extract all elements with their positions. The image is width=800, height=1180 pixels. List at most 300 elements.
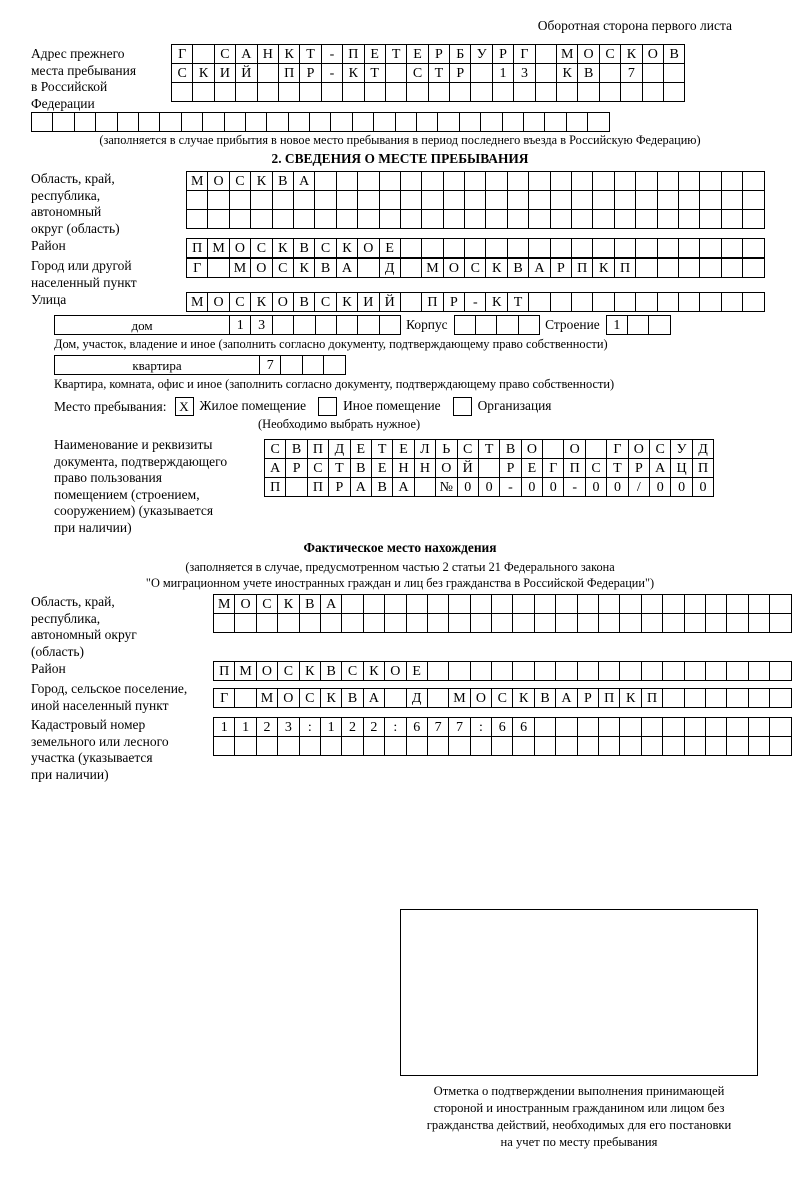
char-cell[interactable]: С [307,458,329,478]
char-cell[interactable] [705,594,727,614]
char-cell[interactable]: Р [492,44,514,64]
char-cell[interactable] [280,355,302,375]
char-cell[interactable] [364,82,386,102]
char-cell[interactable] [642,63,664,83]
char-cell[interactable]: М [448,688,470,708]
char-cell[interactable]: О [563,439,585,459]
char-cell[interactable] [214,82,236,102]
char-cell[interactable] [427,661,449,681]
char-cell[interactable]: - [499,477,521,497]
char-cell[interactable] [748,717,770,737]
char-cell[interactable] [507,209,529,229]
char-cell[interactable]: 3 [277,717,299,737]
char-cell[interactable] [485,209,507,229]
char-cell[interactable]: 1 [320,717,342,737]
char-cell[interactable] [464,190,486,210]
char-cell[interactable] [657,292,679,312]
char-cell[interactable] [491,736,513,756]
char-cell[interactable]: 0 [457,477,479,497]
char-cell[interactable]: Т [507,292,529,312]
char-cell[interactable] [257,63,279,83]
char-cell[interactable]: И [214,63,236,83]
char-cell[interactable] [657,238,679,258]
char-cell[interactable] [336,315,358,335]
char-cell[interactable] [642,82,664,102]
char-cell[interactable]: Р [449,63,471,83]
char-cell[interactable] [357,209,379,229]
char-cell[interactable] [285,477,307,497]
char-cell[interactable]: О [443,258,465,278]
char-cell[interactable] [400,171,422,191]
char-cell[interactable] [330,112,352,132]
char-cell[interactable]: В [293,292,315,312]
char-cell[interactable]: Р [499,458,521,478]
char-cell[interactable]: И [357,292,379,312]
char-cell[interactable] [699,292,721,312]
char-cell[interactable]: С [264,439,286,459]
char-cell[interactable] [614,171,636,191]
char-cell[interactable]: С [599,44,621,64]
char-cell[interactable] [620,82,642,102]
char-cell[interactable] [385,63,407,83]
char-cell[interactable] [336,171,358,191]
char-cell[interactable]: Г [542,458,564,478]
char-cell[interactable]: : [470,717,492,737]
char-cell[interactable] [186,190,208,210]
char-cell[interactable] [571,209,593,229]
char-cell[interactable] [470,594,492,614]
char-cell[interactable] [663,82,685,102]
char-cell[interactable] [363,594,385,614]
char-cell[interactable]: К [485,258,507,278]
char-cell[interactable]: Е [379,238,401,258]
char-cell[interactable] [224,112,246,132]
char-cell[interactable] [726,688,748,708]
char-cell[interactable]: 7 [448,717,470,737]
char-cell[interactable]: К [620,44,642,64]
char-cell[interactable] [207,190,229,210]
char-cell[interactable]: С [491,688,513,708]
char-cell[interactable] [492,82,514,102]
char-cell[interactable] [662,613,684,633]
char-cell[interactable] [95,112,117,132]
char-cell[interactable]: С [406,63,428,83]
char-cell[interactable] [699,171,721,191]
char-cell[interactable] [379,315,401,335]
char-cell[interactable] [341,594,363,614]
char-cell[interactable] [502,112,524,132]
char-cell[interactable] [678,238,700,258]
char-cell[interactable] [678,258,700,278]
char-cell[interactable] [523,112,545,132]
char-cell[interactable] [192,44,214,64]
char-cell[interactable] [342,82,364,102]
char-cell[interactable]: А [363,688,385,708]
char-cell[interactable] [315,315,337,335]
char-cell[interactable]: С [314,238,336,258]
char-cell[interactable] [357,258,379,278]
char-cell[interactable] [534,736,556,756]
char-cell[interactable] [619,594,641,614]
char-cell[interactable]: В [577,63,599,83]
char-cell[interactable] [726,661,748,681]
char-cell[interactable] [454,315,476,335]
char-cell[interactable] [427,688,449,708]
char-cell[interactable] [550,238,572,258]
char-cell[interactable]: В [371,477,393,497]
char-cell[interactable] [256,613,278,633]
char-cell[interactable] [464,171,486,191]
char-cell[interactable]: С [171,63,193,83]
char-cell[interactable] [234,613,256,633]
char-cell[interactable] [321,82,343,102]
char-cell[interactable] [507,238,529,258]
char-cell[interactable] [726,613,748,633]
char-cell[interactable] [550,190,572,210]
char-cell[interactable] [769,613,791,633]
char-cell[interactable]: В [285,439,307,459]
char-cell[interactable] [336,190,358,210]
char-cell[interactable] [705,661,727,681]
char-cell[interactable] [323,355,345,375]
char-cell[interactable] [437,112,459,132]
char-cell[interactable] [357,171,379,191]
char-cell[interactable]: К [272,238,294,258]
char-cell[interactable] [373,112,395,132]
char-cell[interactable]: Н [257,44,279,64]
char-cell[interactable] [478,458,500,478]
char-cell[interactable]: С [341,661,363,681]
char-cell[interactable]: К [592,258,614,278]
char-cell[interactable] [657,171,679,191]
char-cell[interactable] [550,292,572,312]
char-cell[interactable] [448,736,470,756]
char-cell[interactable] [320,736,342,756]
char-cell[interactable] [293,190,315,210]
char-cell[interactable]: 2 [363,717,385,737]
char-cell[interactable]: 0 [542,477,564,497]
char-cell[interactable] [428,82,450,102]
char-cell[interactable] [721,258,743,278]
char-cell[interactable] [641,736,663,756]
char-cell[interactable]: О [521,439,543,459]
char-cell[interactable] [470,63,492,83]
char-cell[interactable] [485,190,507,210]
char-cell[interactable] [721,171,743,191]
char-cell[interactable] [400,258,422,278]
char-cell[interactable] [234,688,256,708]
char-cell[interactable] [416,112,438,132]
char-cell[interactable]: П [571,258,593,278]
char-cell[interactable] [277,613,299,633]
char-cell[interactable]: М [234,661,256,681]
char-cell[interactable] [619,736,641,756]
char-cell[interactable]: А [293,171,315,191]
char-cell[interactable] [587,112,609,132]
char-cell[interactable]: К [512,688,534,708]
char-cell[interactable]: Т [328,458,350,478]
char-cell[interactable] [400,292,422,312]
char-cell[interactable]: Р [328,477,350,497]
char-cell[interactable]: К [342,63,364,83]
char-cell[interactable] [699,238,721,258]
char-cell[interactable]: Р [628,458,650,478]
char-cell[interactable]: С [314,292,336,312]
char-cell[interactable] [705,688,727,708]
char-cell[interactable]: М [421,258,443,278]
char-cell[interactable]: Г [213,688,235,708]
char-cell[interactable] [181,112,203,132]
char-cell[interactable] [272,209,294,229]
char-cell[interactable]: К [293,258,315,278]
char-cell[interactable]: Т [364,63,386,83]
char-cell[interactable] [512,613,534,633]
char-cell[interactable]: Г [513,44,535,64]
char-cell[interactable] [400,238,422,258]
char-cell[interactable] [336,209,358,229]
char-cell[interactable]: 1 [234,717,256,737]
char-cell[interactable] [234,736,256,756]
char-cell[interactable] [662,594,684,614]
char-cell[interactable]: Й [457,458,479,478]
char-cell[interactable] [684,717,706,737]
char-cell[interactable]: Н [414,458,436,478]
char-cell[interactable] [352,112,374,132]
char-cell[interactable]: С [214,44,236,64]
char-cell[interactable] [421,209,443,229]
char-cell[interactable] [117,112,139,132]
char-cell[interactable] [31,112,53,132]
char-cell[interactable] [485,238,507,258]
char-cell[interactable] [555,661,577,681]
char-cell[interactable] [742,209,764,229]
char-cell[interactable]: Ц [670,458,692,478]
char-cell[interactable] [641,613,663,633]
char-cell[interactable] [272,315,294,335]
char-cell[interactable] [534,661,556,681]
char-cell[interactable]: В [272,171,294,191]
char-cell[interactable]: К [250,292,272,312]
char-cell[interactable] [742,292,764,312]
char-cell[interactable]: Б [449,44,471,64]
char-cell[interactable]: П [342,44,364,64]
char-cell[interactable]: С [649,439,671,459]
char-cell[interactable]: О [277,688,299,708]
char-cell[interactable]: 0 [521,477,543,497]
char-cell[interactable] [314,209,336,229]
char-cell[interactable] [256,736,278,756]
char-cell[interactable] [699,209,721,229]
char-cell[interactable] [528,171,550,191]
char-cell[interactable] [288,112,310,132]
char-cell[interactable]: Р [428,44,450,64]
char-cell[interactable] [448,661,470,681]
char-cell[interactable] [293,209,315,229]
char-cell[interactable]: П [307,477,329,497]
char-cell[interactable]: П [598,688,620,708]
char-cell[interactable] [769,736,791,756]
char-cell[interactable] [470,736,492,756]
char-cell[interactable] [635,258,657,278]
char-cell[interactable] [395,112,417,132]
char-cell[interactable] [449,82,471,102]
char-cell[interactable]: С [250,238,272,258]
char-cell[interactable] [742,238,764,258]
char-cell[interactable] [648,315,670,335]
char-cell[interactable]: В [341,688,363,708]
char-cell[interactable] [302,355,324,375]
char-cell[interactable] [480,112,502,132]
char-cell[interactable] [534,717,556,737]
char-cell[interactable] [400,190,422,210]
char-cell[interactable] [138,112,160,132]
char-cell[interactable] [592,171,614,191]
char-cell[interactable]: Р [443,292,465,312]
char-cell[interactable] [598,717,620,737]
char-cell[interactable] [379,171,401,191]
char-cell[interactable]: 2 [341,717,363,737]
char-cell[interactable] [657,209,679,229]
char-cell[interactable]: 1 [606,315,628,335]
char-cell[interactable]: О [207,292,229,312]
char-cell[interactable]: Л [414,439,436,459]
char-cell[interactable]: Р [550,258,572,278]
char-cell[interactable] [299,736,321,756]
char-cell[interactable]: К [277,594,299,614]
char-cell[interactable]: В [314,258,336,278]
char-cell[interactable] [684,613,706,633]
char-cell[interactable]: Д [379,258,401,278]
char-cell[interactable]: А [528,258,550,278]
char-cell[interactable]: 1 [492,63,514,83]
char-cell[interactable]: П [186,238,208,258]
char-cell[interactable] [598,736,620,756]
char-cell[interactable] [309,112,331,132]
char-cell[interactable] [769,594,791,614]
char-cell[interactable] [235,82,257,102]
char-cell[interactable] [159,112,181,132]
char-cell[interactable] [614,292,636,312]
char-cell[interactable]: С [229,171,251,191]
char-cell[interactable] [769,688,791,708]
char-cell[interactable]: К [363,661,385,681]
char-cell[interactable] [657,258,679,278]
char-cell[interactable] [705,736,727,756]
char-cell[interactable]: № [435,477,457,497]
char-cell[interactable]: О [628,439,650,459]
char-cell[interactable]: Т [606,458,628,478]
char-cell[interactable]: П [641,688,663,708]
char-cell[interactable]: - [321,44,343,64]
char-cell[interactable] [678,209,700,229]
char-cell[interactable] [598,613,620,633]
char-cell[interactable] [535,44,557,64]
char-cell[interactable] [592,238,614,258]
char-cell[interactable]: 6 [406,717,428,737]
char-cell[interactable]: : [299,717,321,737]
char-cell[interactable] [769,717,791,737]
char-cell[interactable] [534,613,556,633]
char-cell[interactable]: А [235,44,257,64]
char-cell[interactable] [406,736,428,756]
char-cell[interactable] [721,238,743,258]
char-cell[interactable] [278,82,300,102]
char-cell[interactable] [357,315,379,335]
char-cell[interactable] [512,661,534,681]
char-cell[interactable] [186,209,208,229]
char-cell[interactable]: 3 [250,315,272,335]
char-cell[interactable]: М [213,594,235,614]
char-cell[interactable] [512,594,534,614]
char-cell[interactable] [684,594,706,614]
char-cell[interactable] [619,613,641,633]
char-cell[interactable] [614,209,636,229]
char-cell[interactable] [721,292,743,312]
char-cell[interactable] [421,190,443,210]
char-cell[interactable] [406,613,428,633]
char-cell[interactable]: 7 [259,355,281,375]
char-cell[interactable] [721,209,743,229]
char-cell[interactable] [464,209,486,229]
char-cell[interactable] [592,209,614,229]
char-cell[interactable]: С [585,458,607,478]
char-cell[interactable]: П [307,439,329,459]
char-cell[interactable] [245,112,267,132]
char-cell[interactable]: Е [364,44,386,64]
char-cell[interactable]: 0 [606,477,628,497]
char-cell[interactable] [748,688,770,708]
char-cell[interactable] [443,238,465,258]
char-cell[interactable]: 1 [213,717,235,737]
char-cell[interactable] [555,613,577,633]
char-cell[interactable] [341,736,363,756]
char-cell[interactable] [678,292,700,312]
char-cell[interactable] [684,736,706,756]
char-cell[interactable]: 0 [649,477,671,497]
char-cell[interactable]: К [320,688,342,708]
char-cell[interactable]: Е [350,439,372,459]
char-cell[interactable] [662,688,684,708]
char-cell[interactable] [443,209,465,229]
char-cell[interactable] [635,238,657,258]
char-cell[interactable] [748,594,770,614]
char-cell[interactable]: 0 [692,477,714,497]
char-cell[interactable]: А [336,258,358,278]
char-cell[interactable]: - [321,63,343,83]
char-cell[interactable]: О [272,292,294,312]
char-cell[interactable]: А [264,458,286,478]
char-cell[interactable] [699,190,721,210]
char-cell[interactable] [742,171,764,191]
char-cell[interactable] [299,82,321,102]
char-cell[interactable]: К [336,292,358,312]
char-cell[interactable] [470,613,492,633]
char-cell[interactable] [448,613,470,633]
char-cell[interactable]: О [577,44,599,64]
char-cell[interactable]: У [670,439,692,459]
char-cell[interactable]: В [534,688,556,708]
char-cell[interactable] [229,209,251,229]
char-cell[interactable] [384,594,406,614]
char-cell[interactable] [721,190,743,210]
char-cell[interactable] [742,190,764,210]
char-cell[interactable]: 1 [229,315,251,335]
char-cell[interactable]: 3 [513,63,535,83]
char-cell[interactable] [726,717,748,737]
char-cell[interactable] [528,238,550,258]
char-cell[interactable] [550,171,572,191]
char-cell[interactable] [577,82,599,102]
